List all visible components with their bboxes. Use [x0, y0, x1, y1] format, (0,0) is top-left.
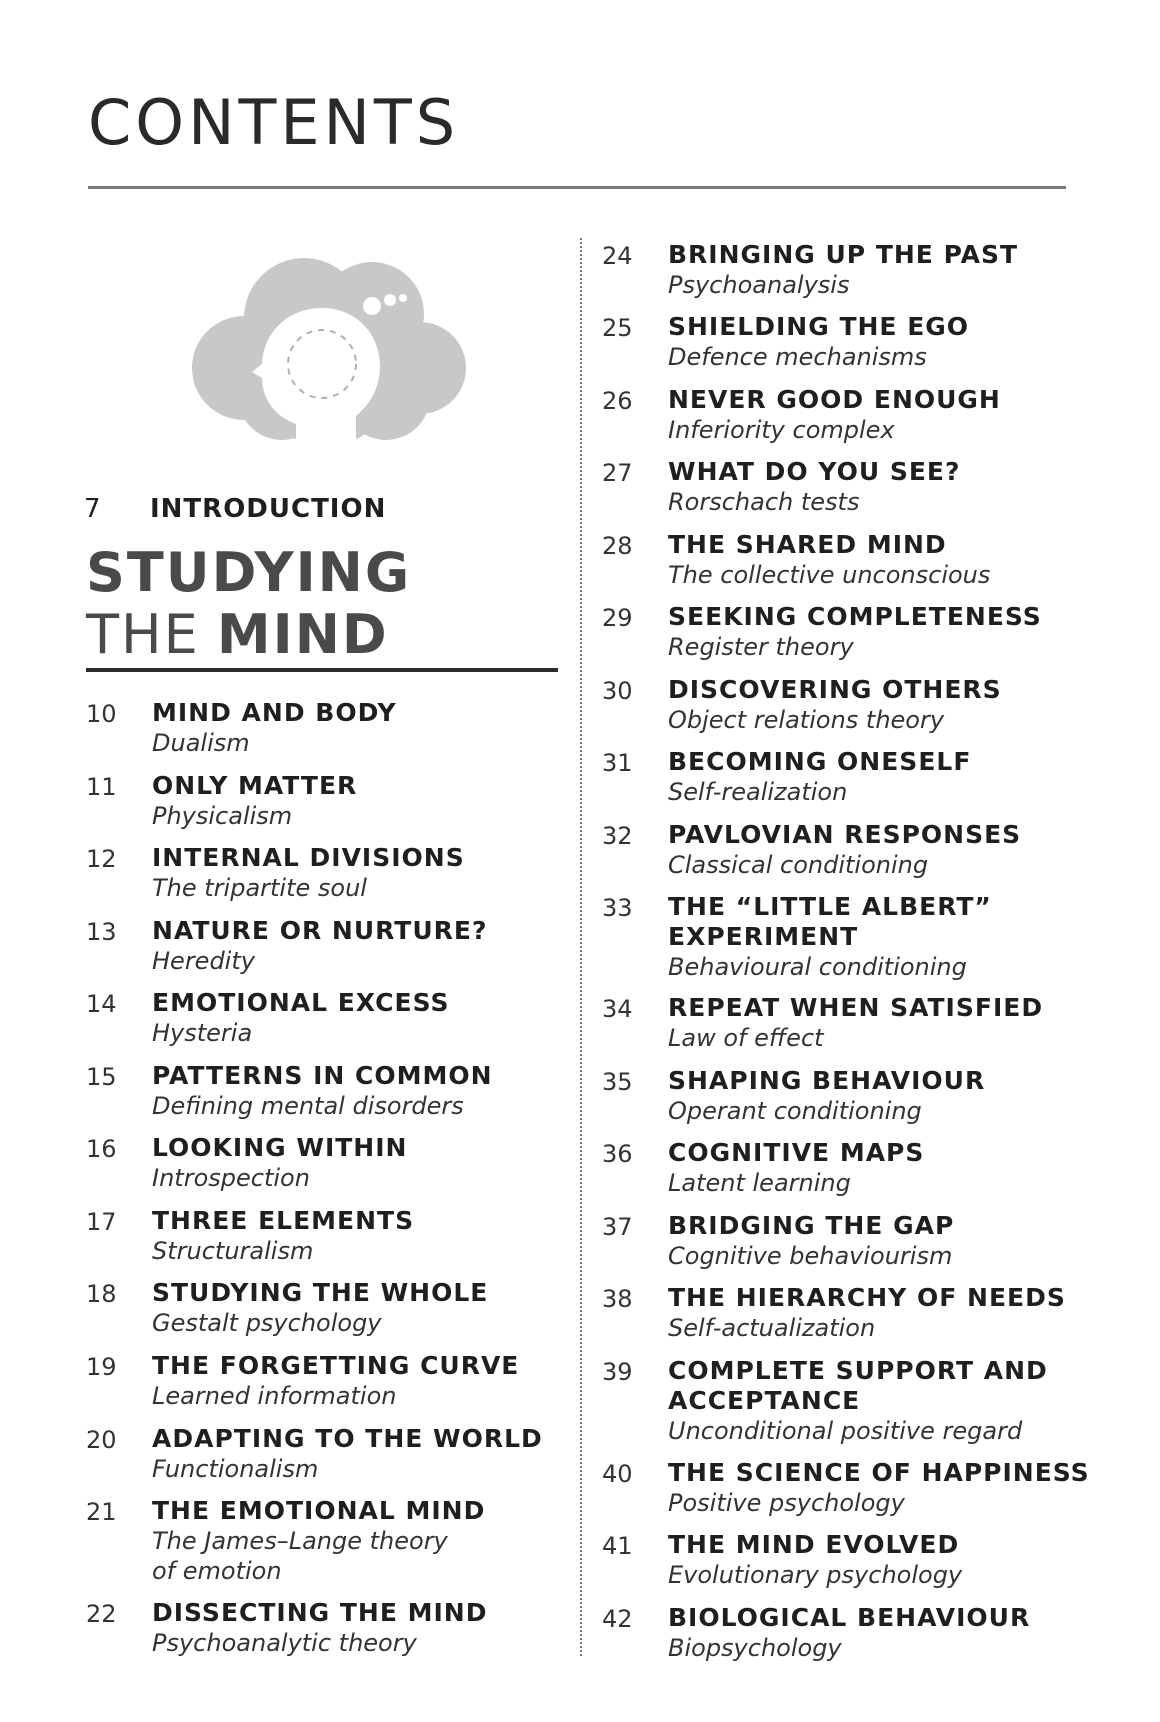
page-title: CONTENTS [88, 86, 460, 159]
entry-title: THE “LITTLE ALBERT” [668, 892, 992, 921]
entry-subtitle: Functionalism [152, 1455, 319, 1483]
page-number: 31 [602, 749, 633, 777]
title-rule [88, 186, 1066, 189]
entry-title: BECOMING ONESELF [668, 747, 972, 776]
entry-subtitle: The tripartite soul [152, 874, 367, 902]
entry-subtitle: Physicalism [152, 802, 293, 830]
column-divider [580, 238, 582, 1656]
entry-subtitle: Defining mental disorders [152, 1092, 464, 1120]
page-number: 15 [86, 1063, 117, 1091]
section-heading-mind: MIND [216, 603, 389, 666]
entry-title: SEEKING COMPLETENESS [668, 602, 1042, 631]
page-number: 12 [86, 845, 117, 873]
entry-title: THE EMOTIONAL MIND [152, 1496, 486, 1525]
entry-subtitle: Classical conditioning [668, 851, 929, 879]
entry-subtitle: Psychoanalysis [668, 271, 850, 299]
entry-subtitle: Register theory [668, 633, 854, 661]
intro-page-number: 7 [84, 494, 101, 524]
entry-subtitle-line2: of emotion [152, 1557, 282, 1585]
entry-subtitle: Structuralism [152, 1237, 314, 1265]
page-number: 35 [602, 1068, 633, 1096]
entry-title: NEVER GOOD ENOUGH [668, 385, 1001, 414]
entry-title-line2: EXPERIMENT [668, 922, 859, 951]
page-number: 37 [602, 1213, 633, 1241]
entry-subtitle: Self-actualization [668, 1314, 876, 1342]
entry-subtitle: Dualism [152, 729, 250, 757]
entry-title: ONLY MATTER [152, 771, 358, 800]
entry-title: NATURE OR NURTURE? [152, 916, 488, 945]
page-number: 11 [86, 773, 117, 801]
page-number: 25 [602, 314, 633, 342]
page-number: 30 [602, 677, 633, 705]
entry-title: MIND AND BODY [152, 698, 397, 727]
page-number: 18 [86, 1280, 117, 1308]
entry-subtitle: Behavioural conditioning [668, 953, 967, 981]
entry-title: REPEAT WHEN SATISFIED [668, 993, 1044, 1022]
entry-title: PATTERNS IN COMMON [152, 1061, 493, 1090]
entry-subtitle: The collective unconscious [668, 561, 991, 589]
entry-title: LOOKING WITHIN [152, 1133, 408, 1162]
entry-title: BRIDGING THE GAP [668, 1211, 955, 1240]
entry-subtitle: Introspection [152, 1164, 310, 1192]
page-number: 10 [86, 700, 117, 728]
page-number: 13 [86, 918, 117, 946]
page-number: 16 [86, 1135, 117, 1163]
page-number: 19 [86, 1353, 117, 1381]
entry-title: THREE ELEMENTS [152, 1206, 415, 1235]
section-rule [86, 668, 558, 672]
entry-title: THE SHARED MIND [668, 530, 947, 559]
section-heading [86, 542, 411, 666]
entry-subtitle: Evolutionary psychology [668, 1561, 963, 1589]
intro-entry[interactable] [84, 494, 386, 524]
entry-subtitle: Law of effect [668, 1024, 824, 1052]
page-number: 32 [602, 822, 633, 850]
page-number: 41 [602, 1532, 633, 1560]
page-number: 17 [86, 1208, 117, 1236]
entry-subtitle: The James–Lange theory [152, 1527, 448, 1555]
entry-title: DISCOVERING OTHERS [668, 675, 1002, 704]
entry-subtitle: Biopsychology [668, 1634, 842, 1662]
page-number: 38 [602, 1285, 633, 1313]
page-number: 36 [602, 1140, 633, 1168]
entry-title: THE MIND EVOLVED [668, 1530, 960, 1559]
entry-subtitle: Object relations theory [668, 706, 945, 734]
entry-title: THE SCIENCE OF HAPPINESS [668, 1458, 1090, 1487]
entry-title: DISSECTING THE MIND [152, 1598, 488, 1627]
entry-subtitle: Self-realization [668, 778, 848, 806]
page-number: 40 [602, 1460, 633, 1488]
entry-subtitle: Latent learning [668, 1169, 851, 1197]
entry-title: COMPLETE SUPPORT AND [668, 1356, 1048, 1385]
entry-subtitle: Operant conditioning [668, 1097, 922, 1125]
entry-title: INTERNAL DIVISIONS [152, 843, 465, 872]
entry-subtitle: Psychoanalytic theory [152, 1629, 417, 1657]
page-number: 21 [86, 1498, 117, 1526]
page-number: 42 [602, 1605, 633, 1633]
page-number: 28 [602, 532, 633, 560]
entry-title: THE FORGETTING CURVE [152, 1351, 520, 1380]
section-heading-the: THE [86, 603, 200, 666]
entry-title: WHAT DO YOU SEE? [668, 457, 961, 486]
entry-subtitle: Positive psychology [668, 1489, 905, 1517]
entry-title: BRINGING UP THE PAST [668, 240, 1019, 269]
entry-title: SHIELDING THE EGO [668, 312, 970, 341]
entry-title-line2: ACCEPTANCE [668, 1386, 861, 1415]
entry-subtitle: Learned information [152, 1382, 397, 1410]
page-number: 27 [602, 459, 633, 487]
entry-title: SHAPING BEHAVIOUR [668, 1066, 986, 1095]
page-number: 29 [602, 604, 633, 632]
entry-subtitle: Rorschach tests [668, 488, 860, 516]
entry-title: ADAPTING TO THE WORLD [152, 1424, 543, 1453]
entry-subtitle: Cognitive behaviourism [668, 1242, 953, 1270]
entry-subtitle: Gestalt psychology [152, 1309, 382, 1337]
mind-cloud-icon [176, 256, 476, 466]
entry-title: COGNITIVE MAPS [668, 1138, 925, 1167]
page-number: 22 [86, 1600, 117, 1628]
page-number: 39 [602, 1358, 633, 1386]
page-number: 34 [602, 995, 633, 1023]
page-number: 26 [602, 387, 633, 415]
page-number: 33 [602, 894, 633, 922]
entry-subtitle: Inferiority complex [668, 416, 895, 444]
page-number: 20 [86, 1426, 117, 1454]
entry-title: BIOLOGICAL BEHAVIOUR [668, 1603, 1031, 1632]
entry-subtitle: Defence mechanisms [668, 343, 927, 371]
intro-title: INTRODUCTION [150, 494, 387, 524]
entry-title: STUDYING THE WHOLE [152, 1278, 489, 1307]
entry-subtitle: Hysteria [152, 1019, 253, 1047]
entry-title: THE HIERARCHY OF NEEDS [668, 1283, 1066, 1312]
page-number: 14 [86, 990, 117, 1018]
entry-title: EMOTIONAL EXCESS [152, 988, 450, 1017]
entry-subtitle: Heredity [152, 947, 255, 975]
entry-title: PAVLOVIAN RESPONSES [668, 820, 1022, 849]
page-number: 24 [602, 242, 633, 270]
section-heading-line1: STUDYING [86, 541, 412, 604]
entry-subtitle: Unconditional positive regard [668, 1417, 1023, 1445]
